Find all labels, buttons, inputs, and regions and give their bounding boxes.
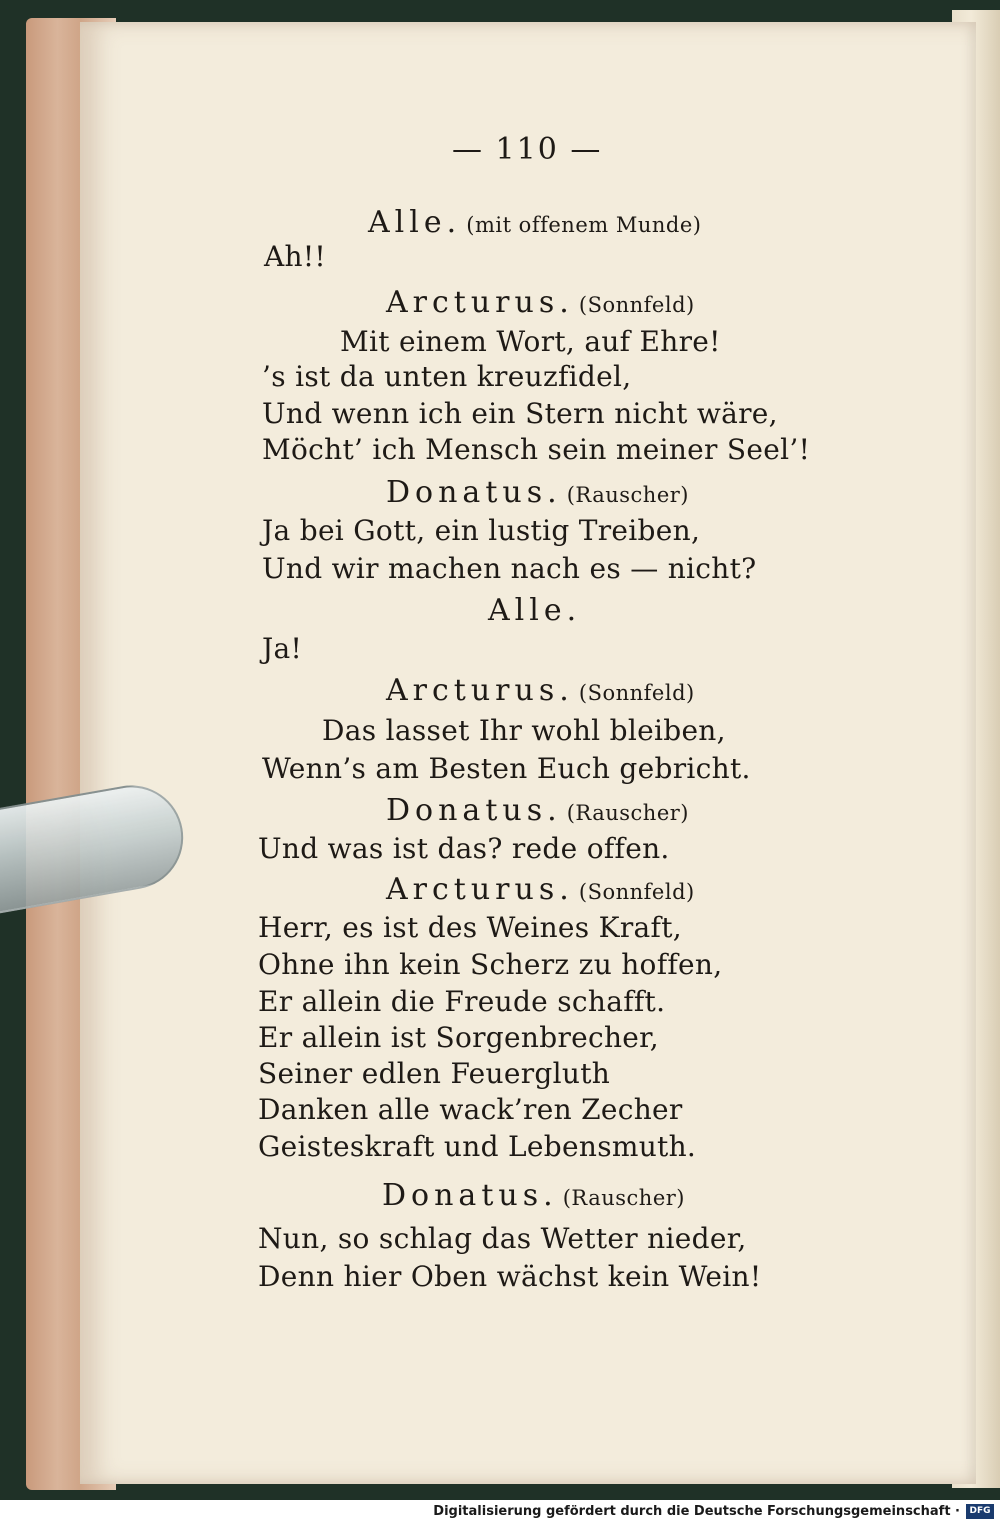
verse-line: Und was ist das? rede offen.: [258, 832, 670, 865]
speaker-heading: [386, 285, 695, 320]
verse-line: Denn hier Oben wächst kein Wein!: [258, 1260, 762, 1293]
verse-line: Ja bei Gott, ein lustig Treiben,: [262, 514, 701, 547]
speaker-heading: [368, 205, 701, 240]
stage-direction: (Rauscher): [566, 483, 689, 507]
verse-line: Ah!!: [264, 240, 326, 273]
speaker-name: Donatus.: [382, 1178, 558, 1213]
verse-line: Geisteskraft und Lebensmuth.: [258, 1130, 697, 1163]
stage-direction: (Sonnfeld): [578, 293, 695, 317]
speaker-heading: [382, 1178, 685, 1213]
stage-direction: (mit offenem Munde): [466, 213, 702, 237]
speaker-name: Alle.: [368, 205, 462, 240]
speaker-name: Arcturus.: [386, 285, 574, 320]
verse-line: Ja!: [262, 632, 303, 665]
verse-line: Danken alle wack’ren Zecher: [258, 1093, 683, 1126]
speaker-name: Donatus.: [386, 793, 562, 828]
speaker-heading: [386, 793, 689, 828]
verse-line: Er allein ist Sorgenbrecher,: [258, 1021, 659, 1054]
speaker-name: Arcturus.: [386, 872, 574, 907]
verse-line: Mit einem Wort, auf Ehre!: [340, 325, 721, 358]
verse-line: ’s ist da unten kreuzfidel,: [262, 360, 632, 393]
verse-line: Möcht’ ich Mensch sein meiner Seel’!: [262, 433, 811, 466]
verse-line: Herr, es ist des Weines Kraft,: [258, 911, 682, 944]
dfg-logo: DFG: [966, 1504, 994, 1519]
verse-line: Nun, so schlag das Wetter nieder,: [258, 1222, 747, 1255]
verse-line: Und wir machen nach es — nicht?: [262, 552, 757, 585]
stage-direction: (Rauscher): [562, 1186, 685, 1210]
speaker-heading: [386, 872, 695, 907]
footer-bar: [0, 1500, 1000, 1524]
verse-line: Wenn’s am Besten Euch gebricht.: [262, 752, 751, 785]
speaker-name: Arcturus.: [386, 673, 574, 708]
stage-direction: (Rauscher): [566, 801, 689, 825]
speaker-heading: [386, 475, 689, 510]
verse-line: Er allein die Freude schafft.: [258, 985, 666, 1018]
stage-direction: (Sonnfeld): [578, 681, 695, 705]
speaker-name: Donatus.: [386, 475, 562, 510]
verse-line: Und wenn ich ein Stern nicht wäre,: [262, 397, 778, 430]
speaker-name: Alle.: [488, 593, 582, 628]
speaker-heading: [488, 593, 581, 628]
verse-line: Das lasset Ihr wohl bleiben,: [322, 714, 726, 747]
verse-line: Seiner edlen Feuergluth: [258, 1057, 611, 1090]
stage-direction: (Sonnfeld): [578, 880, 695, 904]
speaker-heading: [386, 673, 695, 708]
verse-line: Ohne ihn kein Scherz zu hoffen,: [258, 948, 723, 981]
funding-credit: Digitalisierung gefördert durch die Deutsche Forschungsgemeinschaft ·: [433, 1504, 960, 1519]
page-number: — 110 —: [452, 132, 603, 167]
